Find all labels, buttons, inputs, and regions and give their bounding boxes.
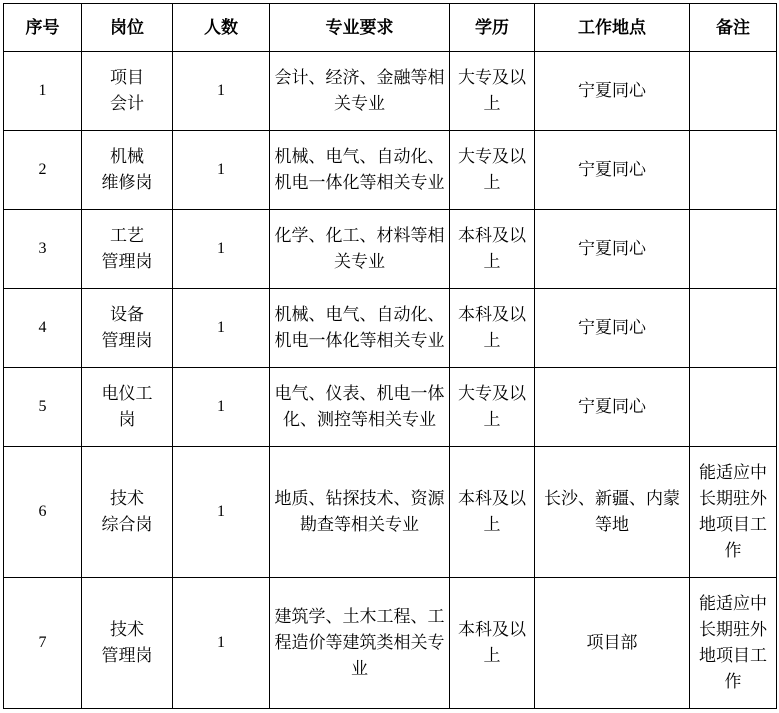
cell-education: 大专及以上	[450, 52, 535, 131]
cell-major: 地质、钻探技术、资源勘查等相关专业	[270, 447, 450, 578]
cell-no: 5	[4, 368, 82, 447]
cell-position: 电仪工 岗	[82, 368, 173, 447]
header-education: 学历	[450, 4, 535, 52]
cell-location: 宁夏同心	[535, 52, 690, 131]
cell-location: 宁夏同心	[535, 210, 690, 289]
cell-location: 宁夏同心	[535, 289, 690, 368]
cell-location: 宁夏同心	[535, 368, 690, 447]
cell-education: 本科及以上	[450, 447, 535, 578]
cell-location: 项目部	[535, 578, 690, 709]
recruitment-table-container	[3, 3, 777, 709]
cell-education: 本科及以上	[450, 578, 535, 709]
cell-count: 1	[173, 447, 270, 578]
header-note: 备注	[690, 4, 777, 52]
cell-major: 建筑学、土木工程、工程造价等建筑类相关专业	[270, 578, 450, 709]
header-location: 工作地点	[535, 4, 690, 52]
table-row	[4, 52, 777, 131]
cell-education: 本科及以上	[450, 210, 535, 289]
cell-no: 1	[4, 52, 82, 131]
header-major: 专业要求	[270, 4, 450, 52]
cell-count: 1	[173, 210, 270, 289]
cell-no: 6	[4, 447, 82, 578]
recruitment-table	[3, 3, 777, 709]
cell-position: 机械 维修岗	[82, 131, 173, 210]
cell-major: 化学、化工、材料等相关专业	[270, 210, 450, 289]
cell-note	[690, 52, 777, 131]
cell-note	[690, 289, 777, 368]
table-row	[4, 578, 777, 709]
cell-no: 2	[4, 131, 82, 210]
cell-count: 1	[173, 52, 270, 131]
table-row	[4, 289, 777, 368]
cell-location: 长沙、新疆、内蒙等地	[535, 447, 690, 578]
cell-education: 大专及以上	[450, 368, 535, 447]
cell-no: 7	[4, 578, 82, 709]
header-position: 岗位	[82, 4, 173, 52]
cell-position: 技术 管理岗	[82, 578, 173, 709]
cell-no: 4	[4, 289, 82, 368]
cell-major: 机械、电气、自动化、机电一体化等相关专业	[270, 289, 450, 368]
cell-location: 宁夏同心	[535, 131, 690, 210]
cell-major: 机械、电气、自动化、机电一体化等相关专业	[270, 131, 450, 210]
cell-position: 技术 综合岗	[82, 447, 173, 578]
cell-count: 1	[173, 289, 270, 368]
cell-note: 能适应中长期驻外地项目工作	[690, 447, 777, 578]
cell-count: 1	[173, 368, 270, 447]
cell-major: 电气、仪表、机电一体化、测控等相关专业	[270, 368, 450, 447]
table-row	[4, 210, 777, 289]
table-row	[4, 368, 777, 447]
cell-count: 1	[173, 131, 270, 210]
cell-note	[690, 368, 777, 447]
table-row	[4, 131, 777, 210]
cell-count: 1	[173, 578, 270, 709]
cell-position: 项目 会计	[82, 52, 173, 131]
cell-education: 本科及以上	[450, 289, 535, 368]
cell-note	[690, 131, 777, 210]
header-row	[4, 4, 777, 52]
cell-position: 设备 管理岗	[82, 289, 173, 368]
header-count: 人数	[173, 4, 270, 52]
cell-no: 3	[4, 210, 82, 289]
cell-position: 工艺 管理岗	[82, 210, 173, 289]
header-no: 序号	[4, 4, 82, 52]
cell-note	[690, 210, 777, 289]
table-row	[4, 447, 777, 578]
cell-major: 会计、经济、金融等相关专业	[270, 52, 450, 131]
cell-note: 能适应中长期驻外地项目工作	[690, 578, 777, 709]
cell-education: 大专及以上	[450, 131, 535, 210]
